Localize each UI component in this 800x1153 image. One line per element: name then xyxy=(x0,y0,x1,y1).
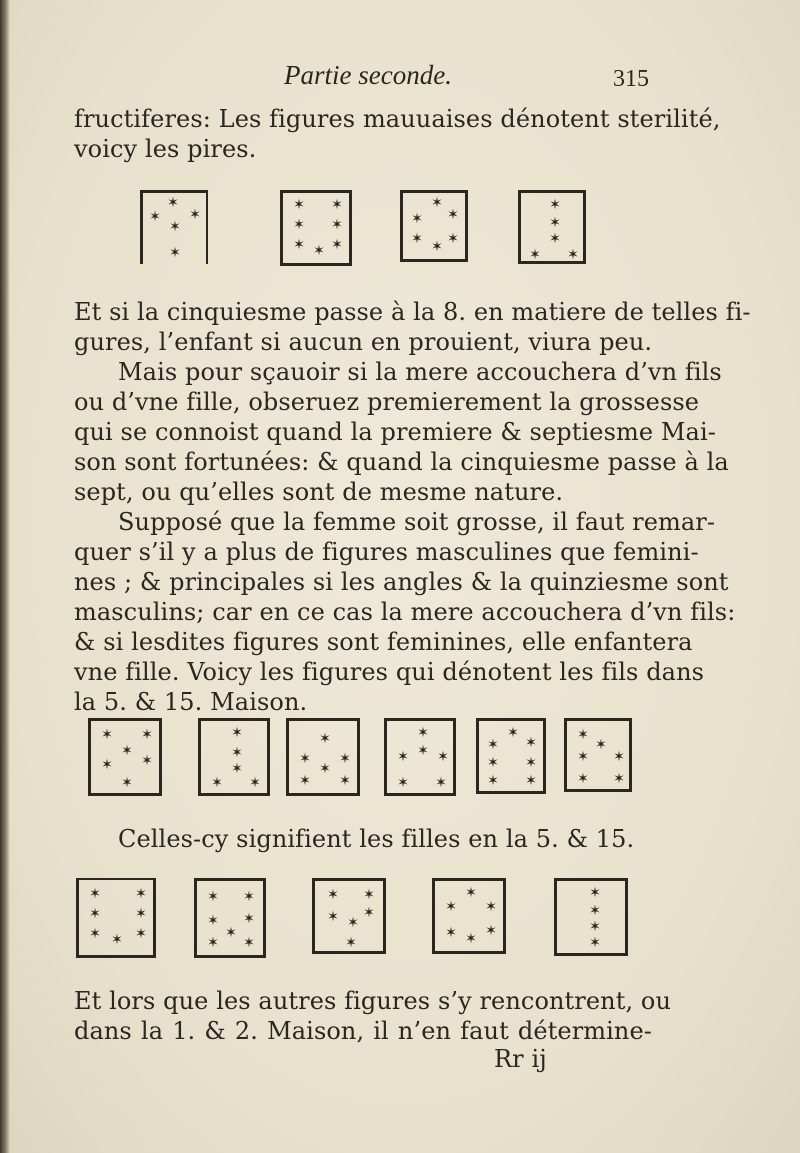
star-mark: ✶ xyxy=(231,725,243,741)
star-mark: ✶ xyxy=(549,231,561,247)
star-mark: ✶ xyxy=(89,906,101,922)
star-mark: ✶ xyxy=(135,906,147,922)
star-mark: ✶ xyxy=(331,197,343,213)
star-mark: ✶ xyxy=(207,913,219,929)
star-mark: ✶ xyxy=(101,727,113,743)
star-mark: ✶ xyxy=(243,889,255,905)
star-mark: ✶ xyxy=(207,935,219,951)
star-mark: ✶ xyxy=(445,899,457,915)
star-mark: ✶ xyxy=(319,761,331,777)
star-mark: ✶ xyxy=(577,727,589,743)
star-mark: ✶ xyxy=(293,197,305,213)
star-mark: ✶ xyxy=(243,935,255,951)
star-mark: ✶ xyxy=(431,239,443,255)
star-mark: ✶ xyxy=(169,219,181,235)
text-line: gures, l’enfant si aucun en prouient, viura peu. xyxy=(74,328,653,356)
text-line: quer s’il y a plus de figures masculines que femini- xyxy=(74,538,699,566)
text-line: Mais pour sçauoir si la mere accouchera d’vn fils xyxy=(118,358,722,386)
geomantic-figure xyxy=(554,878,628,956)
star-mark: ✶ xyxy=(397,775,409,791)
star-mark: ✶ xyxy=(293,217,305,233)
text-line: qui se connoist quand la premiere & septiesme Mai- xyxy=(74,418,716,446)
star-mark: ✶ xyxy=(589,885,601,901)
star-mark: ✶ xyxy=(525,773,537,789)
star-mark: ✶ xyxy=(447,231,459,247)
geomantic-figure xyxy=(476,718,546,794)
text-line: la 5. & 15. Maison. xyxy=(74,688,308,716)
star-mark: ✶ xyxy=(445,925,457,941)
star-mark: ✶ xyxy=(149,209,161,225)
star-mark: ✶ xyxy=(417,743,429,759)
star-mark: ✶ xyxy=(589,935,601,951)
star-mark: ✶ xyxy=(249,775,261,791)
star-mark: ✶ xyxy=(331,217,343,233)
geomantic-figure xyxy=(432,878,506,954)
star-mark: ✶ xyxy=(567,247,579,263)
star-mark: ✶ xyxy=(589,919,601,935)
star-mark: ✶ xyxy=(487,773,499,789)
star-mark: ✶ xyxy=(525,735,537,751)
star-mark: ✶ xyxy=(487,737,499,753)
star-mark: ✶ xyxy=(135,926,147,942)
text-line: fructiferes: Les figures mauuaises dénotent sterilité, xyxy=(74,105,721,133)
star-mark: ✶ xyxy=(347,915,359,931)
star-mark: ✶ xyxy=(465,931,477,947)
geomantic-figure xyxy=(286,718,360,796)
star-mark: ✶ xyxy=(417,725,429,741)
star-mark: ✶ xyxy=(89,926,101,942)
star-mark: ✶ xyxy=(121,743,133,759)
text-line: son sont fortunées: & quand la cinquiesme passe à la xyxy=(74,448,729,476)
star-mark: ✶ xyxy=(431,195,443,211)
star-mark: ✶ xyxy=(487,755,499,771)
star-mark: ✶ xyxy=(299,773,311,789)
text-line: vne fille. Voicy les figures qui dénotent les fils dans xyxy=(74,658,705,686)
star-mark: ✶ xyxy=(211,775,223,791)
star-mark: ✶ xyxy=(331,237,343,253)
star-mark: ✶ xyxy=(111,932,123,948)
text-line: sept, ou qu’elles sont de mesme nature. xyxy=(74,478,564,506)
star-mark: ✶ xyxy=(327,909,339,925)
geomantic-figure xyxy=(140,190,208,264)
star-mark: ✶ xyxy=(319,731,331,747)
star-mark: ✶ xyxy=(135,886,147,902)
star-mark: ✶ xyxy=(339,751,351,767)
star-mark: ✶ xyxy=(411,231,423,247)
star-mark: ✶ xyxy=(141,753,153,769)
star-mark: ✶ xyxy=(327,887,339,903)
geomantic-figure xyxy=(400,190,468,262)
star-mark: ✶ xyxy=(613,771,625,787)
text-line: Supposé que la femme soit grosse, il faut remar- xyxy=(118,508,716,536)
star-mark: ✶ xyxy=(339,773,351,789)
text-line: & si lesdites figures sont feminines, elle enfantera xyxy=(74,628,693,656)
star-mark: ✶ xyxy=(529,247,541,263)
running-title: Partie seconde. xyxy=(284,60,452,90)
star-mark: ✶ xyxy=(167,195,179,211)
geomantic-figure xyxy=(564,718,632,792)
star-mark: ✶ xyxy=(549,197,561,213)
star-mark: ✶ xyxy=(231,761,243,777)
star-mark: ✶ xyxy=(595,737,607,753)
star-mark: ✶ xyxy=(435,775,447,791)
signature-mark: Rr ij xyxy=(494,1045,547,1073)
star-mark: ✶ xyxy=(101,757,113,773)
geomantic-figure xyxy=(194,878,266,958)
caption-daughters: Celles-cy signifient les filles en la 5. & 15. xyxy=(118,825,635,853)
geomantic-figure xyxy=(280,190,352,266)
star-mark: ✶ xyxy=(507,725,519,741)
geomantic-figure xyxy=(88,718,162,796)
geomantic-figure xyxy=(384,718,456,796)
star-mark: ✶ xyxy=(89,886,101,902)
star-mark: ✶ xyxy=(465,885,477,901)
star-mark: ✶ xyxy=(141,727,153,743)
page-gutter-shadow xyxy=(0,0,10,1153)
page-number: 315 xyxy=(613,66,649,92)
running-header xyxy=(0,60,800,100)
star-mark: ✶ xyxy=(313,243,325,259)
text-line: dans la 1. & 2. Maison, il n’en faut détermine- xyxy=(74,1017,652,1045)
text-line: ou d’vne fille, obseruez premierement la grossesse xyxy=(74,388,700,416)
star-mark: ✶ xyxy=(363,905,375,921)
star-mark: ✶ xyxy=(447,207,459,223)
text-line: nes ; & principales si les angles & la quinziesme sont xyxy=(74,568,729,596)
star-mark: ✶ xyxy=(577,771,589,787)
geomantic-figure xyxy=(518,190,586,264)
star-mark: ✶ xyxy=(299,751,311,767)
star-mark: ✶ xyxy=(225,925,237,941)
star-mark: ✶ xyxy=(411,211,423,227)
star-mark: ✶ xyxy=(525,755,537,771)
star-mark: ✶ xyxy=(243,911,255,927)
star-mark: ✶ xyxy=(577,749,589,765)
star-mark: ✶ xyxy=(345,935,357,951)
star-mark: ✶ xyxy=(363,887,375,903)
star-mark: ✶ xyxy=(169,245,181,261)
text-line: Et si la cinquiesme passe à la 8. en matiere de telles fi- xyxy=(74,298,751,326)
star-mark: ✶ xyxy=(613,749,625,765)
text-line: masculins; car en ce cas la mere accouchera d’vn fils: xyxy=(74,598,736,626)
text-line: Et lors que les autres figures s’y rencontrent, ou xyxy=(74,987,672,1015)
star-mark: ✶ xyxy=(397,749,409,765)
star-mark: ✶ xyxy=(485,899,497,915)
geomantic-figure xyxy=(76,878,156,958)
star-mark: ✶ xyxy=(549,215,561,231)
star-mark: ✶ xyxy=(121,775,133,791)
star-mark: ✶ xyxy=(589,903,601,919)
star-mark: ✶ xyxy=(207,889,219,905)
star-mark: ✶ xyxy=(189,207,201,223)
text-line: voicy les pires. xyxy=(74,135,257,163)
star-mark: ✶ xyxy=(437,749,449,765)
geomantic-figure xyxy=(312,878,386,954)
star-mark: ✶ xyxy=(231,745,243,761)
star-mark: ✶ xyxy=(293,237,305,253)
star-mark: ✶ xyxy=(485,923,497,939)
geomantic-figure xyxy=(198,718,270,796)
